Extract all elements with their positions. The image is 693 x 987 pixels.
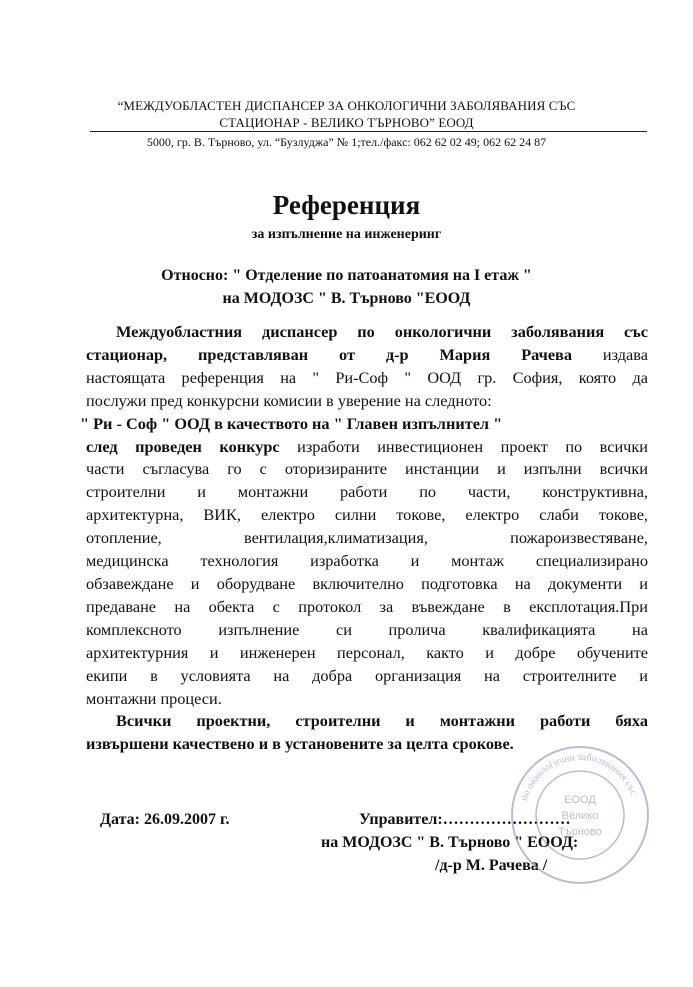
document-subtitle: за изпълнение на инженеринг	[251, 227, 442, 242]
regarding-line-2: на МОДОЗС " В. Търново "ЕООД	[222, 290, 471, 307]
body-line: послужи пред конкурсни комисии в уверение на следното:	[86, 390, 492, 410]
body-line: " Ри - Соф " ООД в качеството на " Главен изпълнител "	[80, 413, 503, 433]
body-line: Всички проектни, строителни и монтажни работи бяха	[116, 711, 648, 731]
signature-organization: на МОДОЗС " В. Търново " ЕООД:	[321, 834, 579, 851]
body-text-span: издава	[572, 344, 648, 364]
round-stamp	[505, 740, 655, 890]
signature-manager: Управител:……………………	[359, 811, 571, 828]
org-name-line-2: СТАЦИОНАР - ВЕЛИКО ТЪРНОВО” ЕООД	[219, 115, 474, 130]
body-line: предаване на обекта с протокол за въвеждане в експлотация.При	[86, 596, 648, 616]
body-line: екипи в условията на добра организация на строителните и	[86, 665, 648, 685]
body-line: настоящата референция на " Ри-Соф " ООД гр. София, която да	[86, 367, 648, 387]
body-line	[86, 344, 648, 367]
body-line: архитектурна, ВИК, електро силни токове, електро слаби токове,	[86, 505, 648, 525]
letter-body	[80, 321, 648, 756]
stamp-ring-text: по онкологични заболявания със	[519, 751, 639, 803]
org-name-line-1: “МЕЖДУОБЛАСТЕН ДИСПАНСЕР ЗА ОНКОЛОГИЧНИ ЗАБОЛЯВАНИЯ СЪС	[117, 98, 576, 113]
body-line: Междуобластния диспансер по онкологични заболявания със	[116, 322, 648, 341]
body-line: обзавеждане и оборудване включително подготовка на документи и	[86, 573, 648, 593]
header-divider	[90, 131, 647, 132]
body-bold-span: стационар, представляван от д-р Мария Рачева	[86, 344, 572, 364]
body-line: медицинска технология изработка и монтаж специализирано	[86, 551, 648, 571]
body-text-span: изработи инвестиционен проект по всички	[279, 436, 648, 456]
regarding-line-1: Относно: " Отделение по патоанатомия на I етаж "	[161, 267, 532, 284]
stamp-center-line: ЕООД	[564, 794, 596, 806]
body-line: монтажни процеси.	[86, 688, 222, 708]
signature-date: Дата: 26.09.2007 г.	[100, 811, 230, 828]
signature-name: /д-р М. Рачева /	[435, 857, 548, 874]
document-title: Референция	[272, 190, 421, 220]
body-line: строителни и монтажни работи по части, конструктивна,	[86, 482, 648, 502]
body-line: извършени качествено и в установените за целта срокове.	[86, 734, 514, 754]
body-bold-span: след проведен конкурс	[86, 436, 280, 456]
org-address: 5000, гр. В. Търново, ул. “Бузлуджа” № 1;тел./факс: 062 62 02 49; 062 62 24 87	[146, 135, 547, 149]
stamp-center-line: Велико	[561, 810, 599, 822]
body-line: комплексното изпълнение си пролича квалификацията на	[86, 619, 648, 639]
body-line	[86, 436, 648, 459]
body-line: архитектурния и инженерен персонал, както и добре обучените	[86, 642, 648, 662]
body-line: отопление, вентилация,климатизация, пожароизвестяване,	[86, 528, 648, 548]
stamp-center-line: Търново	[558, 826, 602, 838]
body-line: части съгласува го с оторизираните инстанции и изпълни всички	[86, 459, 648, 479]
